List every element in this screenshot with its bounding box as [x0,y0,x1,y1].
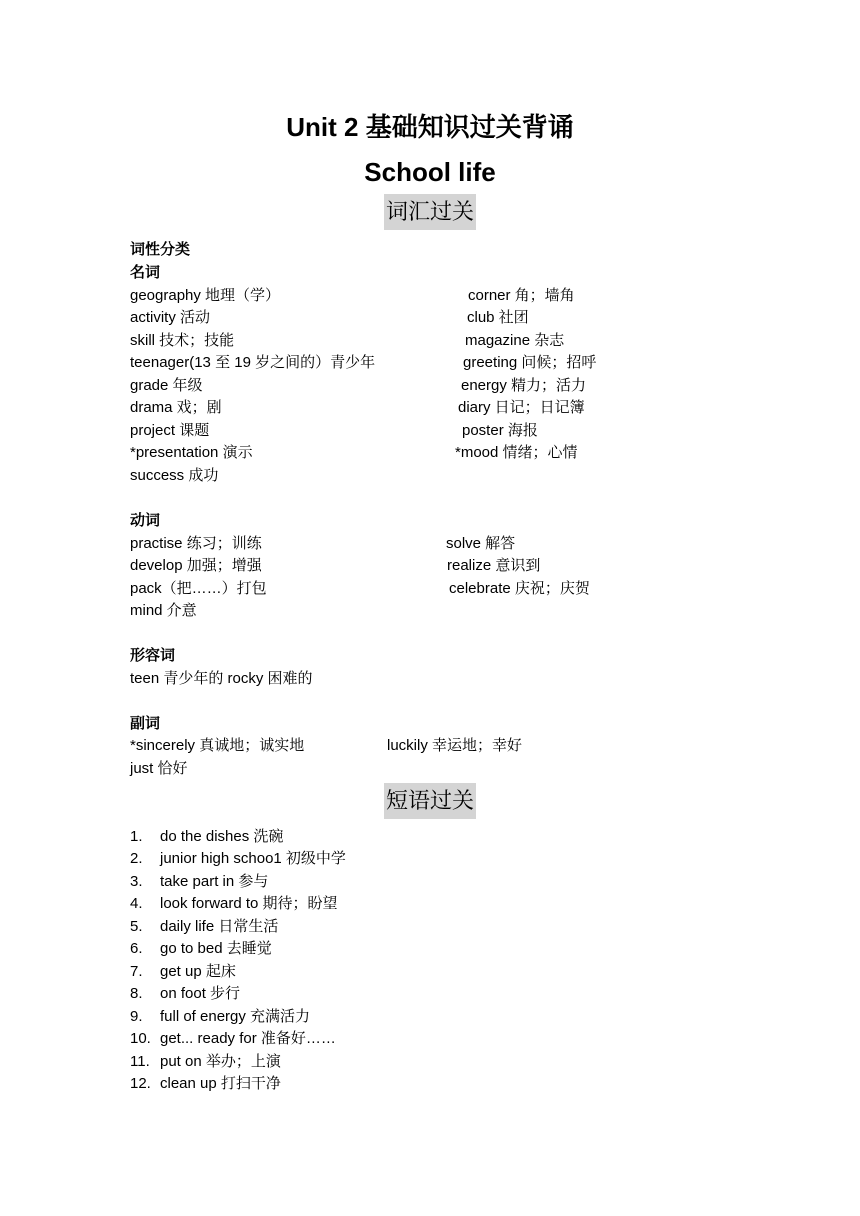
nouns-heading: 名词 [130,264,161,281]
phrases-section-label: 短语过关 [384,783,476,819]
phrase-item: on foot 步行 [160,985,241,1002]
noun-item: *mood 情绪；心情 [455,444,578,461]
noun-item: greeting 问候；招呼 [463,354,597,371]
noun-item: energy 精力；活力 [461,377,587,394]
noun-item: success 成功 [130,467,219,484]
list-item-number: 9. [130,1008,143,1025]
phrase-item: put on 举办；上演 [160,1053,281,1070]
noun-item: grade 年级 [130,377,203,394]
noun-item: teenager(13 至 19 岁之间的）青少年 [130,354,376,371]
phrase-item: go to bed 去睡觉 [160,940,272,957]
phrase-item: clean up 打扫干净 [160,1075,281,1092]
list-item-number: 12. [130,1075,151,1092]
noun-item: poster 海报 [462,422,538,439]
document-subtitle: School life [364,157,496,187]
list-item-number: 4. [130,895,143,912]
noun-item: activity 活动 [130,309,211,326]
noun-item: project 课题 [130,422,210,439]
list-item-number: 3. [130,873,143,890]
adverb-item: luckily 幸运地；幸好 [387,737,523,754]
adverbs-heading: 副词 [130,715,161,732]
verb-item: solve 解答 [446,535,516,552]
phrase-item: take part in 参与 [160,873,269,890]
noun-item: skill 技术；技能 [130,332,235,349]
vocab-section-label: 词汇过关 [384,194,476,230]
noun-item: geography 地理（学） [130,287,281,304]
list-item-number: 2. [130,850,143,867]
noun-item: corner 角；墙角 [468,287,575,304]
verb-item: practise 练习；训练 [130,535,262,552]
phrase-item: daily life 日常生活 [160,918,279,935]
adverb-item: just 恰好 [130,760,188,777]
noun-item: *presentation 演示 [130,444,253,461]
adjectives-heading: 形容词 [130,647,176,664]
noun-item: club 社团 [467,309,529,326]
adverb-item: *sincerely 真诚地；诚实地 [130,737,305,754]
noun-item: magazine 杂志 [465,332,565,349]
phrase-item: do the dishes 洗碗 [160,828,284,845]
phrase-item: full of energy 充满活力 [160,1008,311,1025]
verbs-heading: 动词 [130,512,161,529]
list-item-number: 7. [130,963,143,980]
verb-item: pack（把……）打包 [130,580,267,597]
pos-heading: 词性分类 [130,241,191,258]
phrases-section-heading [0,783,860,819]
phrase-item: get up 起床 [160,963,236,980]
verb-item: mind 介意 [130,602,197,619]
list-item-number: 6. [130,940,143,957]
list-item-number: 8. [130,985,143,1002]
verb-item: celebrate 庆祝；庆贺 [449,580,590,597]
phrase-item: junior high schoo1 初级中学 [160,850,346,867]
document-title: Unit 2 基础知识过关背诵 [286,112,574,142]
verb-item: realize 意识到 [447,557,541,574]
adjective-line: teen 青少年的 rocky 困难的 [130,670,313,687]
vocab-section-heading [0,194,860,230]
list-item-number: 11. [130,1053,150,1070]
phrase-item: get... ready for 准备好…… [160,1030,336,1047]
list-item-number: 1. [130,828,143,845]
list-item-number: 10. [130,1030,151,1047]
verb-item: develop 加强；增强 [130,557,262,574]
noun-item: diary 日记；日记簿 [458,399,585,416]
phrase-item: look forward to 期待；盼望 [160,895,338,912]
noun-item: drama 戏；剧 [130,399,222,416]
list-item-number: 5. [130,918,143,935]
